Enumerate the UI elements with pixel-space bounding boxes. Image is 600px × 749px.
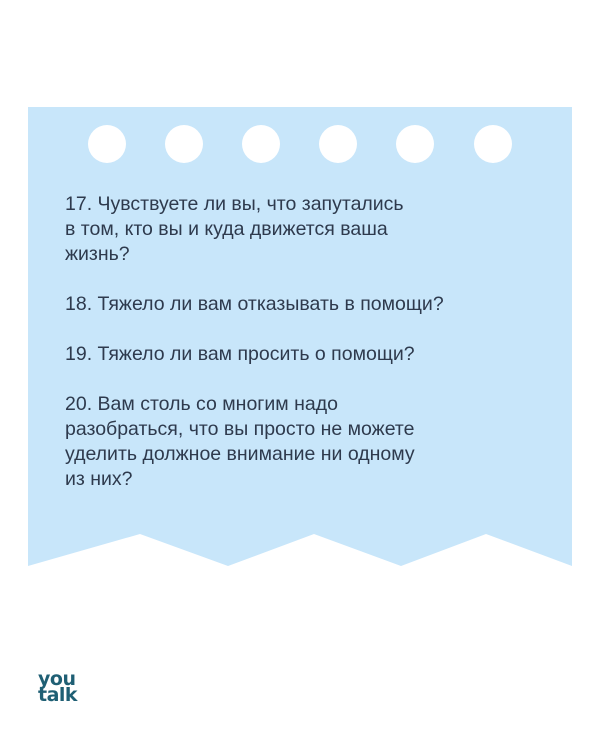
logo-line-you: you [38, 668, 76, 690]
punch-hole [396, 125, 434, 163]
question-20: 20. Вам столь со многим надо разобраться, что вы просто не можете уделить должное внимание ни одному из них? [65, 393, 415, 490]
punch-hole [242, 125, 280, 163]
question-17: 17. Чувствуете ли вы, что запутались в том, кто вы и куда движется ваша жизнь? [65, 193, 404, 265]
punch-hole [88, 125, 126, 163]
logo-line-talk: talk [38, 684, 78, 706]
question-list [65, 192, 535, 517]
question-18: 18. Тяжело ли вам отказывать в помощи? [65, 293, 444, 315]
punch-hole [165, 125, 203, 163]
question-19: 19. Тяжело ли вам просить о помощи? [65, 343, 415, 365]
punch-holes [88, 125, 514, 163]
punch-hole [474, 125, 512, 163]
punch-hole [319, 125, 357, 163]
youtalk-logo [38, 668, 78, 706]
